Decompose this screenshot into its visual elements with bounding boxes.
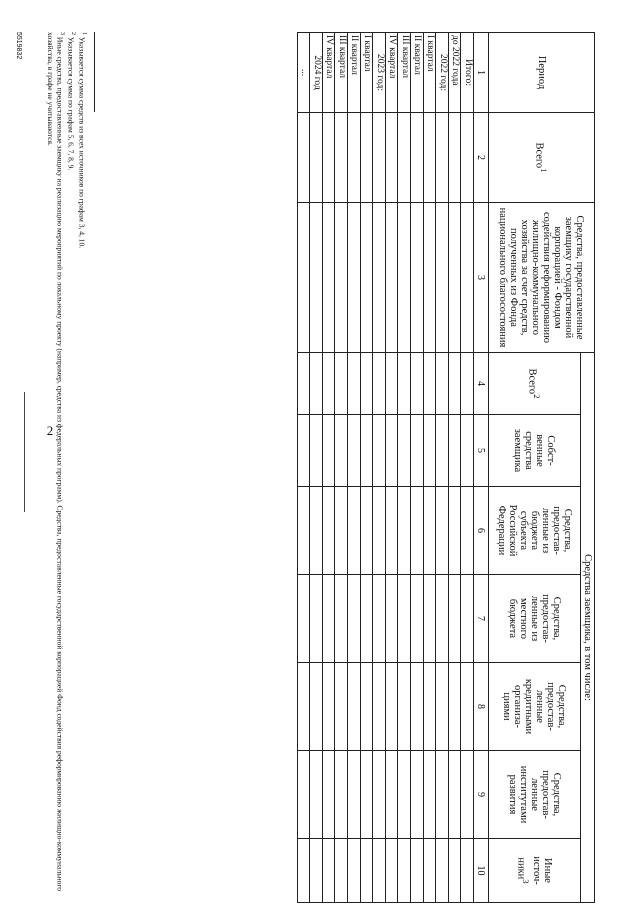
table-cell[interactable] (360, 575, 373, 663)
table-cell[interactable] (448, 415, 461, 487)
header-credit-orgs: Средства, предостав-ленные кредитными организа-циями (489, 663, 581, 751)
table-cell[interactable] (411, 663, 424, 751)
row-label: до 2022 года (448, 33, 461, 113)
column-number: 3 (474, 203, 489, 353)
table-row (448, 33, 461, 903)
table-cell[interactable] (461, 353, 474, 415)
table-cell[interactable] (411, 487, 424, 575)
table-cell[interactable] (360, 663, 373, 751)
document-code: 5519832 (15, 32, 22, 60)
table-cell[interactable] (373, 487, 386, 575)
table-cell[interactable] (448, 575, 461, 663)
table-cell[interactable] (436, 487, 449, 575)
financing-table (297, 32, 595, 903)
table-cell[interactable] (335, 415, 348, 487)
table-cell[interactable] (423, 113, 436, 203)
table-cell[interactable] (360, 113, 373, 203)
table-cell[interactable] (436, 839, 449, 903)
table-cell[interactable] (322, 487, 335, 575)
table-cell[interactable] (385, 415, 398, 487)
table-cell[interactable] (360, 839, 373, 903)
table-cell[interactable] (360, 751, 373, 839)
table-cell[interactable] (423, 353, 436, 415)
table-cell[interactable] (335, 113, 348, 203)
table-cell[interactable] (461, 575, 474, 663)
table-cell[interactable] (310, 751, 323, 839)
header-subtotal-label: Всего (526, 368, 538, 395)
table-cell[interactable] (398, 203, 411, 353)
table-cell[interactable] (461, 203, 474, 353)
table-cell[interactable] (385, 751, 398, 839)
column-number: 6 (474, 487, 489, 575)
header-dev-institutes: Средства, предостав-ленные институтами развития (489, 751, 581, 839)
table-cell[interactable] (322, 203, 335, 353)
footnote-text: Указывается сумма средств из всех источников по графам 3, 4, 10. (77, 36, 87, 249)
table-cell[interactable] (310, 839, 323, 903)
table-cell[interactable] (436, 663, 449, 751)
table-cell[interactable] (461, 113, 474, 203)
table-cell[interactable] (335, 575, 348, 663)
row-label: III квартал (398, 33, 411, 113)
header-total-label: Всего (533, 142, 545, 169)
table-row (398, 33, 411, 903)
table-cell[interactable] (411, 113, 424, 203)
table-cell[interactable] (411, 575, 424, 663)
page-number: 2 (46, 423, 54, 438)
table-cell[interactable] (461, 663, 474, 751)
table-cell[interactable] (398, 663, 411, 751)
table-cell[interactable] (385, 663, 398, 751)
table-cell[interactable] (310, 663, 323, 751)
table-cell[interactable] (385, 575, 398, 663)
table-cell[interactable] (373, 751, 386, 839)
table-cell[interactable] (423, 487, 436, 575)
table-cell[interactable] (348, 663, 361, 751)
table-cell[interactable] (322, 839, 335, 903)
table-cell[interactable] (335, 487, 348, 575)
header-other-label: Иные источ-ники (515, 856, 554, 885)
row-label: I квартал (423, 33, 436, 113)
footnotes (46, 32, 89, 902)
table-cell[interactable] (385, 487, 398, 575)
row-label: II квартал (411, 33, 424, 113)
table-row (335, 33, 348, 903)
table-cell[interactable] (360, 487, 373, 575)
row-label: 2023 год: (373, 33, 386, 113)
table-cell[interactable] (411, 415, 424, 487)
column-number: 9 (474, 751, 489, 839)
table-row (297, 33, 310, 903)
table-cell[interactable] (385, 353, 398, 415)
table-cell[interactable] (398, 751, 411, 839)
table-row (360, 33, 373, 903)
table-cell[interactable] (297, 203, 310, 353)
header-period: Период (489, 33, 595, 113)
table-cell[interactable] (360, 203, 373, 353)
table-cell[interactable] (398, 113, 411, 203)
footnote-separator (94, 32, 95, 112)
table-cell[interactable] (310, 487, 323, 575)
table-cell[interactable] (297, 113, 310, 203)
table-cell[interactable] (411, 751, 424, 839)
table-row (461, 33, 474, 903)
row-label: 2022 год: (436, 33, 449, 113)
end-divider (24, 392, 25, 512)
table-cell[interactable] (423, 415, 436, 487)
table-cell[interactable] (411, 203, 424, 353)
table-row (385, 33, 398, 903)
table-cell[interactable] (297, 751, 310, 839)
table-cell[interactable] (348, 839, 361, 903)
table-cell[interactable] (373, 839, 386, 903)
row-label: 2024 год (310, 33, 323, 113)
table-cell[interactable] (398, 487, 411, 575)
table-cell[interactable] (335, 839, 348, 903)
footnote-text: Указывается сумма по графам 5, 6, 7, 8, 9. (66, 36, 76, 171)
table-cell[interactable] (385, 839, 398, 903)
table-cell[interactable] (348, 415, 361, 487)
table-cell[interactable] (448, 353, 461, 415)
table-cell[interactable] (423, 839, 436, 903)
table-cell[interactable] (436, 203, 449, 353)
table-cell[interactable] (423, 751, 436, 839)
header-own-funds: Собст-венные средства заемщика (489, 415, 581, 487)
table-cell[interactable] (448, 663, 461, 751)
table-cell[interactable] (373, 663, 386, 751)
table-cell[interactable] (436, 353, 449, 415)
table-cell[interactable] (423, 575, 436, 663)
table-cell[interactable] (297, 353, 310, 415)
table-cell[interactable] (461, 839, 474, 903)
table-cell[interactable] (423, 203, 436, 353)
row-label: I квартал (360, 33, 373, 113)
column-number: 8 (474, 663, 489, 751)
table-cell[interactable] (398, 839, 411, 903)
table-cell[interactable] (297, 575, 310, 663)
footnote-mark: 3 (59, 32, 65, 35)
footnote-ref-3: 3 (521, 879, 532, 884)
table-cell[interactable] (310, 113, 323, 203)
table-cell[interactable] (297, 487, 310, 575)
table-cell[interactable] (436, 415, 449, 487)
table-row (436, 33, 449, 903)
table-cell[interactable] (348, 575, 361, 663)
table-row (322, 33, 335, 903)
table-cell[interactable] (373, 575, 386, 663)
row-label: III квартал (335, 33, 348, 113)
rotated-page-content (15, 32, 595, 902)
footnote-ref-2: 2 (532, 394, 543, 399)
table-row (411, 33, 424, 903)
column-number: 10 (474, 839, 489, 903)
table-cell[interactable] (297, 415, 310, 487)
table-cell[interactable] (322, 113, 335, 203)
footnote-3 (46, 32, 67, 902)
header-subtotal (489, 353, 581, 415)
table-cell[interactable] (448, 487, 461, 575)
header-other-sources (489, 839, 581, 903)
table-cell[interactable] (335, 353, 348, 415)
table-cell[interactable] (335, 663, 348, 751)
row-label: II квартал (348, 33, 361, 113)
table-cell[interactable] (348, 751, 361, 839)
table-cell[interactable] (348, 203, 361, 353)
table-cell[interactable] (436, 751, 449, 839)
column-number: 5 (474, 415, 489, 487)
table-cell[interactable] (322, 415, 335, 487)
table-cell[interactable] (461, 751, 474, 839)
table-cell[interactable] (348, 353, 361, 415)
table-cell[interactable] (310, 203, 323, 353)
table-cell[interactable] (398, 575, 411, 663)
table-cell[interactable] (322, 575, 335, 663)
header-total (489, 113, 595, 203)
table-cell[interactable] (411, 839, 424, 903)
table-cell[interactable] (398, 353, 411, 415)
table-cell[interactable] (385, 113, 398, 203)
table-cell[interactable] (373, 113, 386, 203)
table-cell[interactable] (322, 353, 335, 415)
table-row (310, 33, 323, 903)
row-label: ... (297, 33, 310, 113)
row-label: Итого: (461, 33, 474, 113)
table-cell[interactable] (398, 415, 411, 487)
table-cell[interactable] (348, 487, 361, 575)
table-cell[interactable] (436, 575, 449, 663)
footnote-ref-1: 1 (539, 168, 550, 173)
footnote-2 (66, 32, 77, 902)
table-cell[interactable] (310, 575, 323, 663)
table-cell[interactable] (436, 113, 449, 203)
table-row (348, 33, 361, 903)
table-cell[interactable] (373, 203, 386, 353)
table-cell[interactable] (297, 839, 310, 903)
column-number: 7 (474, 575, 489, 663)
table-row (373, 33, 386, 903)
footnote-1 (77, 32, 88, 902)
table-cell[interactable] (348, 113, 361, 203)
table-cell[interactable] (335, 751, 348, 839)
footnote-mark: 1 (81, 32, 87, 35)
column-number: 4 (474, 353, 489, 415)
table-cell[interactable] (335, 203, 348, 353)
table-cell[interactable] (322, 663, 335, 751)
table-cell[interactable] (411, 353, 424, 415)
row-label: IV квартал (385, 33, 398, 113)
table-cell[interactable] (322, 751, 335, 839)
header-local-budget: Средства, предостав-ленные из местного бюджета (489, 575, 581, 663)
table-cell[interactable] (461, 415, 474, 487)
header-fund: Средства, предоставленные заемщику государственной корпорацией - Фондом содействия реформированию жилищно-коммунального хозяйства за счет средств, полученных из Фонда национального благосостояния (489, 203, 595, 353)
row-label: IV квартал (322, 33, 335, 113)
column-number: 1 (474, 33, 489, 113)
table-cell[interactable] (310, 415, 323, 487)
table-cell[interactable] (448, 839, 461, 903)
table-cell[interactable] (373, 415, 386, 487)
table-row (423, 33, 436, 903)
footnote-text: Иные средства, предоставленные заемщику на реализацию мероприятий по локальному проекту (например, средства из федеральных программ). Средства, предоставленные государственной корпорацией Фонд содействия реформированию жилищно-коммунального хозяйства, в графе не учитываются. (46, 32, 65, 892)
column-number: 2 (474, 113, 489, 203)
table-cell[interactable] (360, 353, 373, 415)
table-cell[interactable] (385, 203, 398, 353)
table-cell[interactable] (461, 487, 474, 575)
footnote-mark: 2 (70, 32, 76, 35)
table-cell[interactable] (297, 663, 310, 751)
table-cell[interactable] (423, 663, 436, 751)
table-cell[interactable] (373, 353, 386, 415)
table-cell[interactable] (448, 751, 461, 839)
table-cell[interactable] (448, 113, 461, 203)
table-cell[interactable] (448, 203, 461, 353)
table-cell[interactable] (360, 415, 373, 487)
table-cell[interactable] (310, 353, 323, 415)
header-subject-budget: Средства, предостав-ленные из бюджета субъекта Российской Федерации (489, 487, 581, 575)
header-borrower-funds: Средства заемщика, в том числе: (581, 353, 595, 903)
